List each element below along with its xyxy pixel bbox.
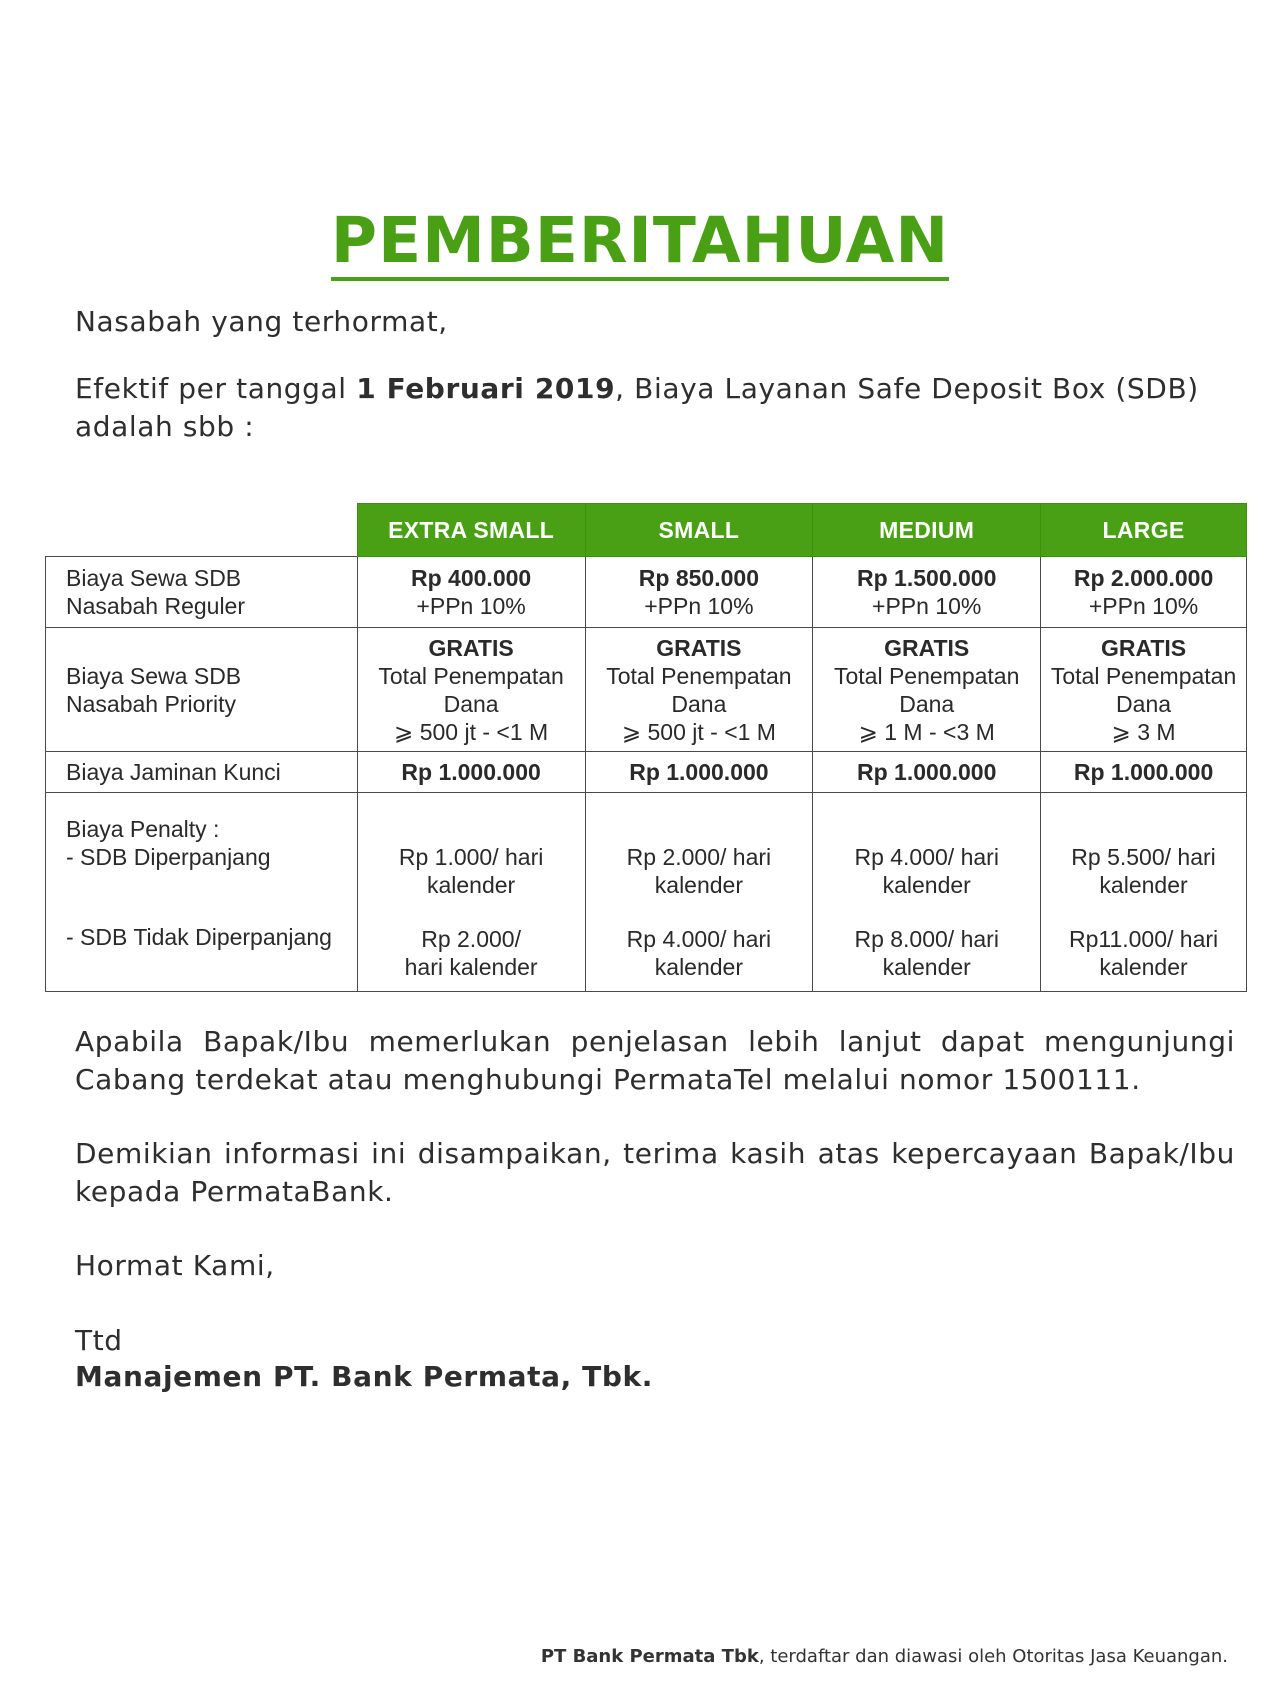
table-header-row xyxy=(46,504,1247,557)
signature-name-text: Manajemen PT. Bank Permata, Tbk. xyxy=(75,1360,653,1393)
deposit-text: Total Penempatan xyxy=(378,662,564,689)
penalty-text: kalender xyxy=(654,872,744,898)
penalty-text: kalender xyxy=(1099,872,1188,898)
deposit-text: Total Penempatan xyxy=(833,662,1020,689)
penalty-text: kalender xyxy=(882,954,971,980)
price: Rp 850.000 xyxy=(638,565,759,591)
price: Rp 1.500.000 xyxy=(857,565,997,591)
table-cell xyxy=(357,557,585,628)
greeting: Nasabah yang terhormat, xyxy=(75,305,448,338)
intro-suffix: , Biaya Layanan Safe Deposit Box (SDB) adalah sbb : xyxy=(75,372,1199,443)
penalty-extended-label: - SDB Diperpanjang xyxy=(66,844,271,870)
penalty-text: Rp 4.000/ hari xyxy=(854,844,999,870)
signature-ttd: Ttd xyxy=(75,1324,123,1357)
price: Rp 400.000 xyxy=(411,565,532,591)
penalty-text: Rp 5.500/ hari xyxy=(1071,844,1216,870)
table-cell xyxy=(813,557,1041,628)
table-cell xyxy=(813,793,1041,992)
regards: Hormat Kami, xyxy=(75,1249,275,1282)
header-blank xyxy=(46,504,358,557)
row-label-penalty xyxy=(46,793,358,992)
penalty-text: kalender xyxy=(654,954,744,980)
deposit-text: Dana xyxy=(1116,690,1172,717)
free-label: GRATIS xyxy=(884,634,970,661)
tax: +PPn 10% xyxy=(416,593,526,619)
deposit-text: Dana xyxy=(443,690,499,717)
deposit-range: ⩾ 3 M xyxy=(1111,718,1176,745)
free-label: GRATIS xyxy=(1100,634,1187,661)
table-cell xyxy=(1041,793,1247,992)
signature-name xyxy=(75,1358,1235,1396)
penalty-text: kalender xyxy=(1099,954,1188,980)
col-extra-small: EXTRA SMALL xyxy=(357,504,585,557)
info-paragraph: Apabila Bapak/Ibu memerlukan penjelasan lebih lanjut dapat mengunjungi Cabang terdekat atau menghubungi PermataTel melalui nomor 1500111. xyxy=(75,1025,1235,1096)
table-cell xyxy=(357,628,585,752)
col-large: LARGE xyxy=(1041,504,1247,557)
row-label-regular: Biaya Sewa SDB Nasabah Reguler xyxy=(46,557,358,628)
deposit-range: ⩾ 1 M - <3 M xyxy=(858,718,995,745)
penalty-text: Rp11.000/ hari xyxy=(1068,926,1219,952)
table-cell: Rp 1.000.000 xyxy=(357,752,585,793)
penalty-text: Rp 8.000/ hari xyxy=(854,926,999,952)
penalty-text: hari kalender xyxy=(404,954,538,980)
footer-text: , terdaftar dan diawasi oleh Otoritas Jasa Keuangan. xyxy=(758,1646,1228,1667)
penalty-title: Biaya Penalty : xyxy=(66,816,220,842)
row-priority xyxy=(46,628,1247,752)
table-cell xyxy=(585,557,813,628)
deposit-range: ⩾ 500 jt - <1 M xyxy=(621,718,776,745)
penalty-not-extended-label: - SDB Tidak Diperpanjang xyxy=(66,924,332,950)
notice-title: PEMBERITAHUAN xyxy=(331,206,949,281)
footer-disclaimer xyxy=(541,1646,1228,1667)
table-cell xyxy=(585,793,813,992)
closing-paragraph: Demikian informasi ini disampaikan, terima kasih atas kepercayaan Bapak/Ibu kepada PermataBank. xyxy=(75,1137,1235,1208)
tax: +PPn 10% xyxy=(644,593,754,619)
row-penalty xyxy=(46,793,1247,992)
table-cell xyxy=(813,628,1041,752)
free-label: GRATIS xyxy=(428,634,514,661)
effective-date: 1 Februari 2019 xyxy=(356,372,616,405)
sdb-fee-table xyxy=(45,503,1247,992)
penalty-text: kalender xyxy=(882,872,971,898)
deposit-text: Dana xyxy=(671,690,727,717)
table-cell xyxy=(1041,628,1247,752)
col-small: SMALL xyxy=(585,504,813,557)
intro-paragraph xyxy=(75,370,1235,446)
tax: +PPn 10% xyxy=(872,593,982,619)
table-cell xyxy=(357,793,585,992)
row-label-priority: Biaya Sewa SDB Nasabah Priority xyxy=(46,628,358,752)
price: Rp 2.000.000 xyxy=(1073,565,1214,591)
row-regular xyxy=(46,557,1247,628)
intro-prefix: Efektif per tanggal xyxy=(75,372,357,405)
table-cell xyxy=(1041,557,1247,628)
col-medium: MEDIUM xyxy=(813,504,1041,557)
penalty-text: Rp 4.000/ hari xyxy=(626,926,772,952)
deposit-text: Total Penempatan xyxy=(606,662,792,689)
notice-title-wrap xyxy=(0,206,1280,281)
row-key-deposit xyxy=(46,752,1247,793)
table-cell: Rp 1.000.000 xyxy=(1041,752,1247,793)
penalty-text: Rp 2.000/ hari xyxy=(626,844,772,870)
deposit-text: Total Penempatan xyxy=(1050,662,1237,689)
tax: +PPn 10% xyxy=(1088,593,1199,619)
deposit-text: Dana xyxy=(899,690,955,717)
row-label-key: Biaya Jaminan Kunci xyxy=(46,752,358,793)
table-cell: Rp 1.000.000 xyxy=(585,752,813,793)
penalty-text: Rp 1.000/ hari xyxy=(398,844,544,870)
table-cell xyxy=(585,628,813,752)
footer-company: PT Bank Permata Tbk xyxy=(540,1646,759,1667)
penalty-text: kalender xyxy=(426,872,516,898)
free-label: GRATIS xyxy=(656,634,742,661)
deposit-range: ⩾ 500 jt - <1 M xyxy=(394,718,549,745)
table-cell: Rp 1.000.000 xyxy=(813,752,1041,793)
penalty-text: Rp 2.000/ xyxy=(421,926,521,952)
